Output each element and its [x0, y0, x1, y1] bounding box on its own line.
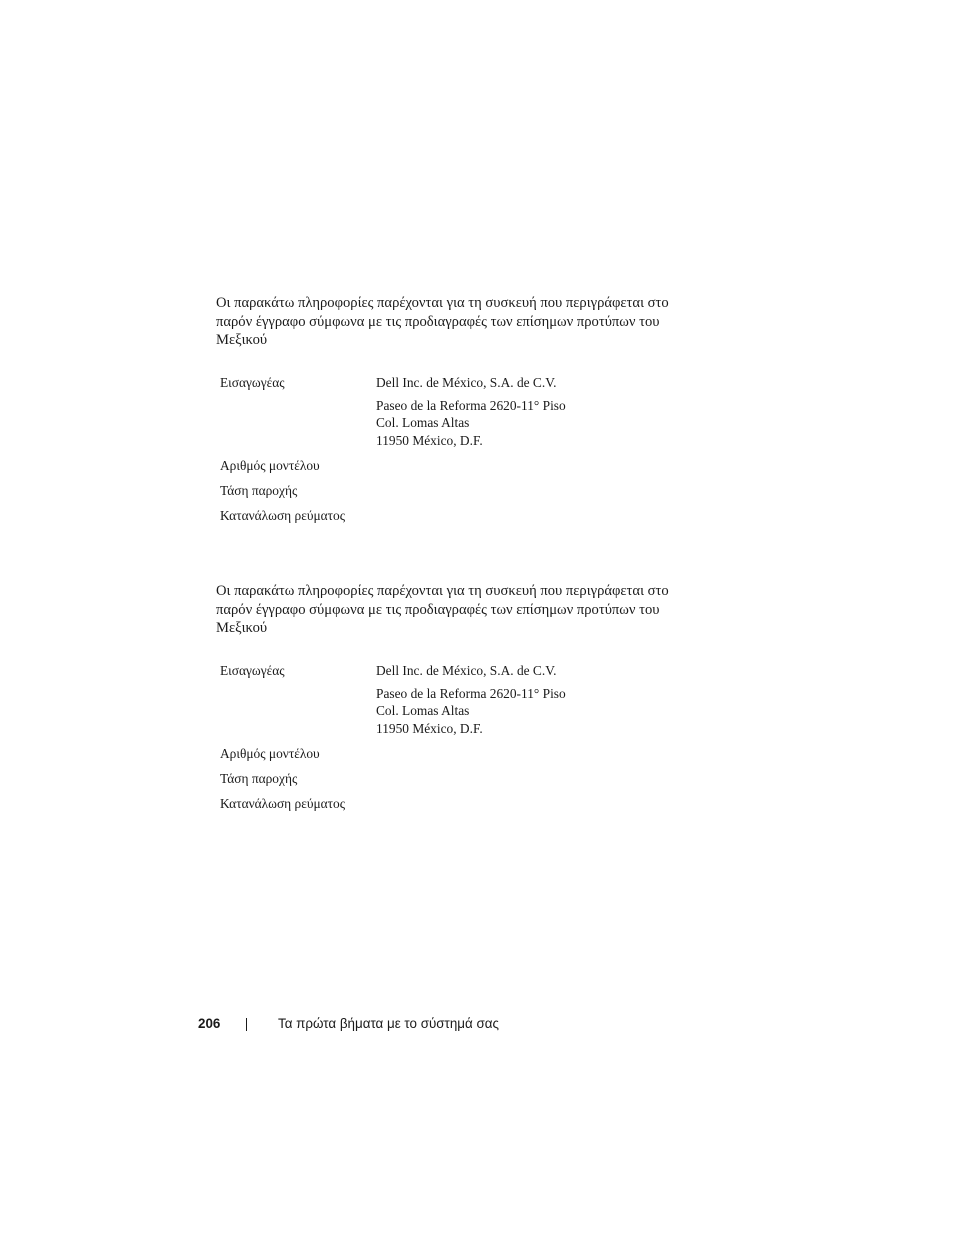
importer-label: Εισαγωγέας — [220, 375, 285, 390]
address-line: Col. Lomas Altas — [376, 703, 470, 719]
address-line: 11950 México, D.F. — [376, 432, 483, 448]
power-consumption-label: Κατανάλωση ρεύματος — [220, 508, 346, 523]
intro-line: Μεξικού — [216, 620, 268, 637]
model-number-label: Αριθμός μοντέλου — [220, 458, 320, 473]
importer-name: Dell Inc. de México, S.A. de C.V. — [376, 663, 557, 678]
power-consumption-label: Κατανάλωση ρεύματος — [220, 796, 346, 811]
importer-label: Εισαγωγέας — [220, 663, 285, 678]
address-line: 11950 México, D.F. — [376, 720, 483, 736]
intro-line: Μεξικού — [216, 332, 268, 349]
address-line: Paseo de la Reforma 2620-11° Piso — [376, 398, 566, 413]
model-number-label: Αριθμός μοντέλου — [220, 746, 320, 761]
address-value — [376, 397, 566, 449]
importer-value — [376, 374, 557, 391]
address-line: Paseo de la Reforma 2620-11° Piso — [376, 686, 566, 701]
intro-paragraph — [216, 294, 716, 350]
address-value — [376, 685, 566, 737]
address-line: Col. Lomas Altas — [376, 415, 470, 431]
intro-paragraph — [216, 582, 716, 638]
mexico-info-section-2 — [216, 582, 716, 811]
intro-line: παρόν έγγραφο σύμφωνα με τις προδιαγραφές των επίσημων προτύπων του — [216, 601, 660, 618]
supply-voltage-label: Τάση παροχής — [220, 771, 298, 786]
intro-line: Οι παρακάτω πληροφορίες παρέχονται για τη συσκευή που περιγράφεται στο — [216, 583, 669, 599]
page-number: 206 — [198, 1016, 221, 1031]
footer-separator — [246, 1018, 247, 1031]
supply-voltage-label: Τάση παροχής — [220, 483, 298, 498]
mexico-info-section-1 — [216, 294, 716, 523]
footer-chapter-title: Τα πρώτα βήματα με το σύστημά σας — [278, 1016, 499, 1031]
intro-line: Οι παρακάτω πληροφορίες παρέχονται για τη συσκευή που περιγράφεται στο — [216, 295, 669, 311]
intro-line: παρόν έγγραφο σύμφωνα με τις προδιαγραφές των επίσημων προτύπων του — [216, 313, 660, 330]
importer-value — [376, 662, 557, 679]
importer-name: Dell Inc. de México, S.A. de C.V. — [376, 375, 557, 390]
